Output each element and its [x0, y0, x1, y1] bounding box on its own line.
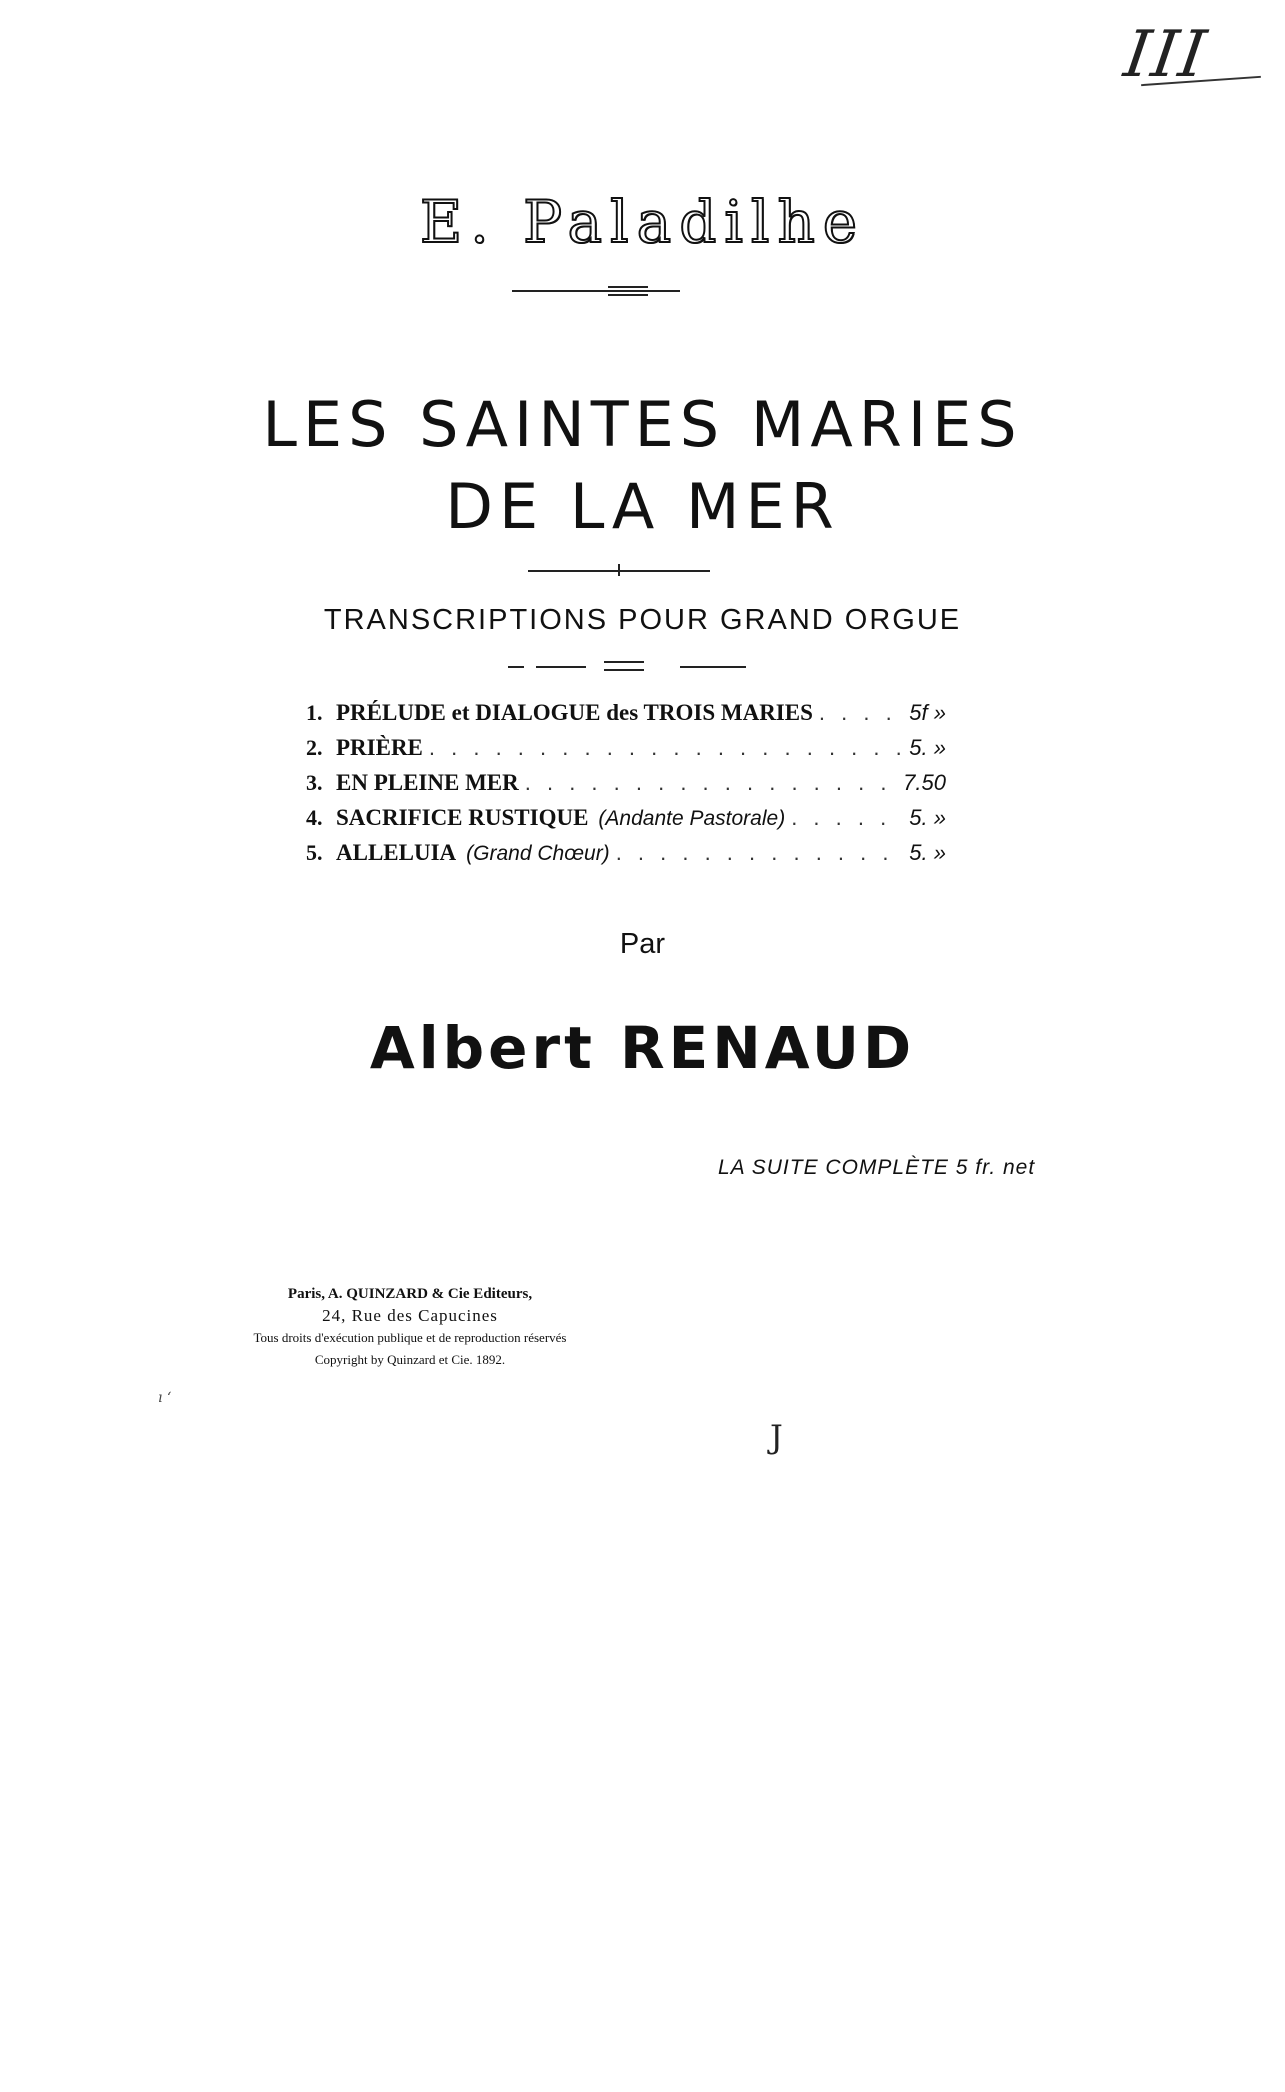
margin-scribble-left: ı ʻ — [158, 1390, 172, 1406]
ornament-line-right — [680, 666, 746, 668]
toc-leader-dots — [525, 770, 897, 796]
title-line-1: LES SAINTES MARIES — [262, 388, 1023, 461]
table-of-contents — [306, 700, 946, 875]
toc-leader-dots — [819, 700, 903, 726]
toc-number: 2. — [306, 735, 323, 760]
toc-item-4 — [306, 805, 946, 840]
toc-leader-dots — [616, 840, 904, 866]
corner-handwritten-mark: III — [1119, 18, 1213, 92]
toc-item-5 — [306, 840, 946, 875]
toc-subtitle: (Grand Chœur) — [466, 842, 610, 865]
ornament-tick-2 — [618, 564, 626, 576]
publisher-address: 24, Rue des Capucines — [322, 1306, 498, 1325]
toc-price: 7.50 — [903, 770, 946, 795]
suite-price: LA SUITE COMPLÈTE 5 fr. net — [718, 1156, 1036, 1179]
toc-leader-dots — [429, 735, 903, 761]
ornament-dash-left — [508, 666, 524, 668]
par-label: Par — [619, 928, 666, 960]
publisher-name: Paris, A. QUINZARD & Cie Editeurs, — [287, 1286, 533, 1302]
toc-title: PRÉLUDE et DIALOGUE des TROIS MARIES — [336, 700, 813, 725]
composer-name: E. Paladilhe — [419, 188, 866, 256]
subtitle: TRANSCRIPTIONS POUR GRAND ORGUE — [323, 604, 962, 636]
ornament-divider-1 — [512, 290, 680, 292]
toc-item-3 — [306, 770, 946, 805]
toc-price: 5f » — [909, 700, 946, 725]
toc-leader-dots — [791, 805, 903, 831]
toc-number: 1. — [306, 700, 323, 725]
title-line-2: DE LA MER — [445, 470, 840, 543]
ornament-flourish-3 — [604, 661, 644, 671]
arranger-name: Albert RENAUD — [369, 1014, 916, 1082]
toc-item-2 — [306, 735, 946, 770]
publisher-block — [180, 1283, 640, 1371]
toc-number: 3. — [306, 770, 323, 795]
toc-item-1 — [306, 700, 946, 735]
toc-title: EN PLEINE MER — [336, 770, 519, 795]
copyright-notice: Copyright by Quinzard et Cie. 1892. — [314, 1352, 506, 1367]
toc-price: 5. » — [909, 735, 946, 760]
toc-price: 5. » — [909, 805, 946, 830]
toc-number: 5. — [306, 840, 323, 865]
margin-scribble-right: J — [770, 1418, 783, 1456]
toc-title: SACRIFICE RUSTIQUE — [336, 805, 589, 830]
toc-title: ALLELUIA — [336, 840, 457, 865]
toc-subtitle: (Andante Pastorale) — [598, 807, 786, 830]
toc-number: 4. — [306, 805, 323, 830]
rights-notice: Tous droits d'exécution publique et de reproduction réservés — [253, 1330, 567, 1345]
ornament-line-left — [536, 666, 586, 668]
toc-price: 5. » — [909, 840, 946, 865]
toc-title: PRIÈRE — [336, 735, 423, 760]
ornament-flourish-1 — [608, 286, 648, 296]
